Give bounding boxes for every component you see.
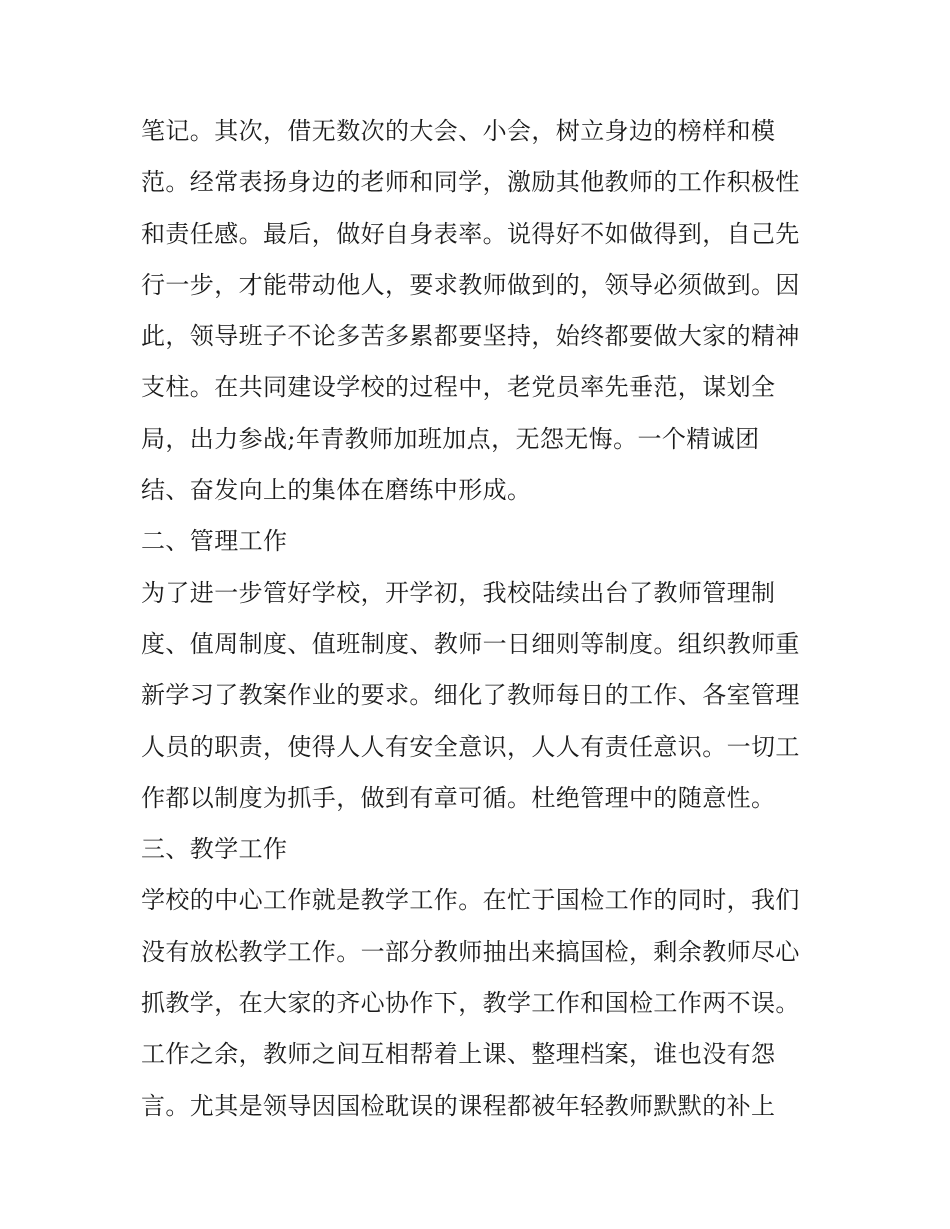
text-line: 人员的职责，使得人人有安全意识，人人有责任意识。一切工 xyxy=(141,732,800,761)
text-line: 工作之余，教师之间互相帮着上课、整理档案，谁也没有怨 xyxy=(141,1040,776,1069)
text-line: 为了进一步管好学校，开学初，我校陆续出台了教师管理制 xyxy=(141,578,776,607)
text-line: 行一步，才能带动他人，要求教师做到的，领导必须做到。因 xyxy=(141,270,800,299)
text-line: 作都以制度为抓手，做到有章可循。杜绝管理中的随意性。 xyxy=(141,783,776,812)
text-line: 支柱。在共同建设学校的过程中，老党员率先垂范，谋划全 xyxy=(141,373,776,402)
section-heading-management: 二、管理工作 xyxy=(141,527,288,556)
body-text xyxy=(141,106,841,1132)
text-line: 局，出力参战;年青教师加班加点，无怨无悔。一个精诚团 xyxy=(141,424,760,453)
text-line: 言。尤其是领导因国检耽误的课程都被年轻教师默默的补上 xyxy=(141,1091,776,1120)
text-line: 学校的中心工作就是教学工作。在忙于国检工作的同时，我们 xyxy=(141,886,800,915)
section-heading-teaching: 三、教学工作 xyxy=(141,835,288,864)
text-line: 抓教学，在大家的齐心协作下，教学工作和国检工作两不误。 xyxy=(141,989,800,1018)
text-line: 没有放松教学工作。一部分教师抽出来搞国检，剩余教师尽心 xyxy=(141,937,800,966)
text-line: 范。经常表扬身边的老师和同学，激励其他教师的工作积极性 xyxy=(141,168,800,197)
text-line: 笔记。其次，借无数次的大会、小会，树立身边的榜样和模 xyxy=(141,117,776,145)
text-line: 结、奋发向上的集体在磨练中形成。 xyxy=(141,476,532,505)
text-line: 新学习了教案作业的要求。细化了教师每日的工作、各室管理 xyxy=(141,681,800,710)
text-line: 和责任感。最后，做好自身表率。说得好不如做得到，自己先 xyxy=(141,219,800,248)
text-line: 此，领导班子不论多苦多累都要坚持，始终都要做大家的精神 xyxy=(141,322,800,351)
text-line: 度、值周制度、值班制度、教师一日细则等制度。组织教师重 xyxy=(141,629,800,658)
